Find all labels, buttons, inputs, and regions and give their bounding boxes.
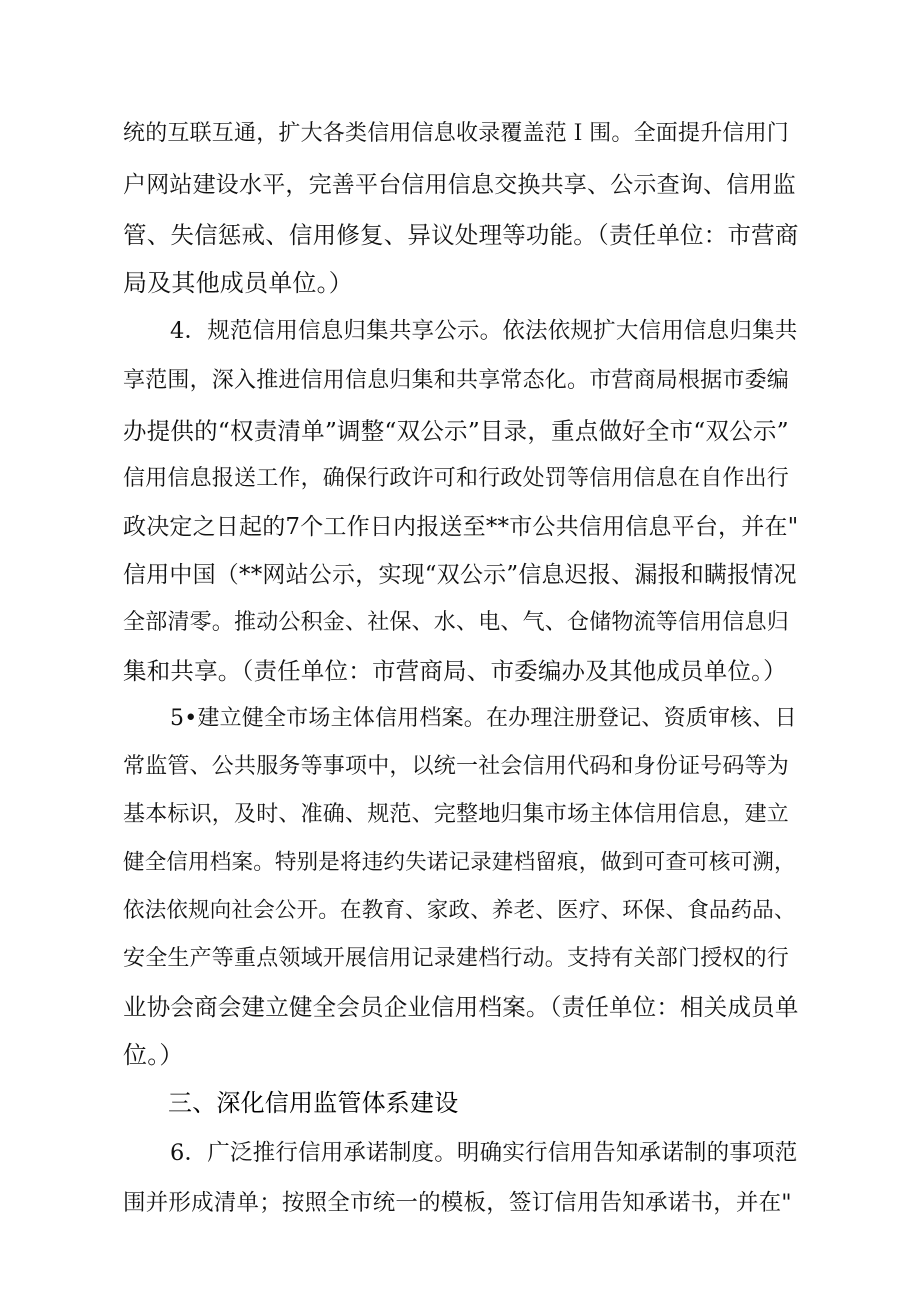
paragraph-line: 户网站建设水平，完善平台信用信息交换共享、公示查询、信用监 <box>123 172 796 198</box>
paragraph-line: 常监管、公共服务等事项中，以统一社会信用代码和身份证号码等为 <box>123 754 790 779</box>
paragraph-line: 5•建立健全市场主体信用档案。在办理注册登记、资质审核、日 <box>170 706 797 731</box>
paragraph-line: 健全信用档案。特别是将违约失诺记录建档留痕，做到可查可核可溯， <box>123 850 796 875</box>
paragraph-line: 集和共享。（责任单位：市营商局、市委编办及其他成员单位。） <box>123 657 787 685</box>
paragraph-line: 依法依规向社会公开。在教育、家政、养老、医疗、环保、食品药品、 <box>123 898 796 923</box>
paragraph-line: 统的互联互通，扩大各类信用信息收录覆盖范Ｉ围。全面提升信用门 <box>123 121 790 146</box>
section-heading: 三、深化信用监管体系建设 <box>168 1089 459 1117</box>
paragraph-line: 4．规范信用信息归集共享公示。依法依规扩大信用信息归集共 <box>170 318 798 344</box>
paragraph-line: 享范围，深入推进信用信息归集和共享常态化。市营商局根据市委编 <box>123 368 790 393</box>
paragraph-line: 办提供的“权责清单”调整“双公示”目录，重点做好全市“双公示” <box>123 417 789 445</box>
paragraph-line: 信用中国（**网站公示，实现“双公示”信息迟报、漏报和瞒报情况 <box>123 562 797 588</box>
paragraph-line: 基本标识，及时、准确、规范、完整地归集市场主体信用信息，建立 <box>123 802 790 827</box>
paragraph-line: 局及其他成员单位。） <box>123 269 353 297</box>
paragraph-line: 全部清零。推动公积金、社保、水、电、气、仓储物流等信用信息归 <box>123 610 790 635</box>
paragraph-line: 业协会商会建立健全会员企业信用档案。（责任单位：相关成员单 <box>123 993 799 1021</box>
paragraph-line: 信用信息报送工作，确保行政许可和行政处罚等信用信息在自作出行 <box>123 466 790 491</box>
paragraph-line: 围并形成清单；按照全市统一的模板，签订信用告知承诺书，并在" <box>123 1190 792 1216</box>
paragraph-line: 6．广泛推行信用承诺制度。明确实行信用告知承诺制的事项范 <box>170 1140 798 1166</box>
paragraph-line: 管、失信惩戒、信用修复、异议处理等功能。（责任单位：市营商 <box>123 221 799 249</box>
paragraph-line: 位。） <box>123 1041 184 1069</box>
paragraph-line: 政决定之日起的7个工作日内报送至**市公共信用信息平台，并在" <box>123 514 799 540</box>
paragraph-line: 安全生产等重点领域开展信用记录建档行动。支持有关部门授权的行 <box>123 946 790 971</box>
